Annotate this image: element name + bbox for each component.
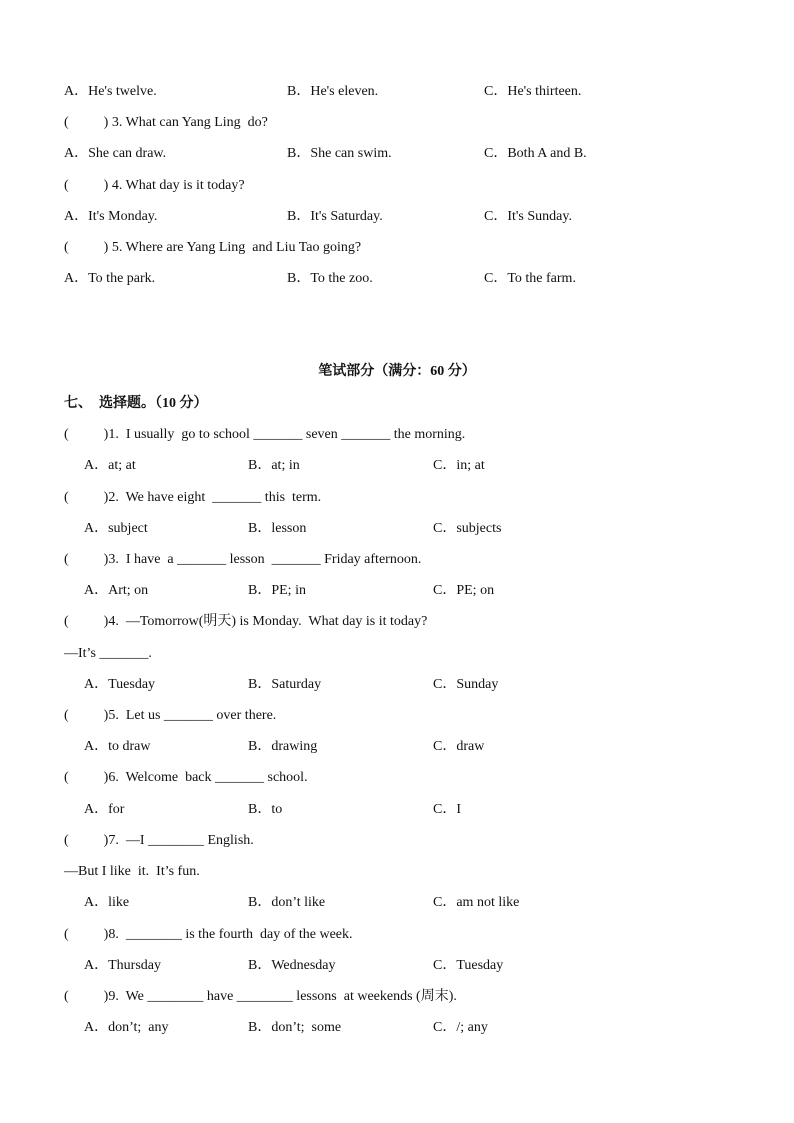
option-c: C．/; any — [433, 1020, 488, 1035]
option-b: B．don’t like — [248, 895, 326, 910]
option-a: A．at; at — [84, 458, 136, 473]
option-b: B．PE; in — [248, 583, 306, 598]
option-a: A．To the park. — [64, 271, 156, 286]
option-a: A．like — [84, 895, 130, 910]
question-line: ( )2. We have eight _______ this term. — [64, 490, 322, 505]
option-a: A．Thursday — [84, 958, 161, 973]
question-line: ( ) 3. What can Yang Ling do? — [64, 115, 268, 130]
option-a: A．Art; on — [84, 583, 149, 598]
option-a: A．don’t; any — [84, 1020, 169, 1035]
dialogue-line: —But I like it. It’s fun. — [64, 864, 200, 879]
option-b: B．lesson — [248, 521, 307, 536]
option-c: C．It's Sunday. — [484, 209, 572, 224]
question-line: ( )6. Welcome back _______ school. — [64, 770, 308, 785]
option-b: B．Wednesday — [248, 958, 336, 973]
option-b: B．drawing — [248, 739, 318, 754]
option-a: A．He's twelve. — [64, 84, 157, 99]
option-c: C．I — [433, 802, 461, 817]
option-a: A．subject — [84, 521, 148, 536]
section-title: 七、 选择题。（10 分） — [64, 396, 208, 411]
option-a: A．It's Monday. — [64, 209, 158, 224]
option-c: C．PE; on — [433, 583, 495, 598]
question-line: ( )3. I have a _______ lesson _______ Friday afternoon. — [64, 552, 422, 567]
option-b: B．Saturday — [248, 677, 322, 692]
option-c: C．Tuesday — [433, 958, 504, 973]
option-c: C．subjects — [433, 521, 502, 536]
option-c: C．Both A and B. — [484, 146, 587, 161]
option-a: A．to draw — [84, 739, 151, 754]
question-line: ( )4. —Tomorrow(明天) is Monday. What day is it today? — [64, 614, 428, 629]
option-b: B．to — [248, 802, 283, 817]
option-b: B．He's eleven. — [287, 84, 379, 99]
option-b: B．To the zoo. — [287, 271, 373, 286]
option-a: A．She can draw. — [64, 146, 167, 161]
option-c: C．He's thirteen. — [484, 84, 582, 99]
option-b: B．don’t; some — [248, 1020, 342, 1035]
option-a: A．for — [84, 802, 125, 817]
question-line: ( )1. I usually go to school _______ seven _______ the morning. — [64, 427, 466, 442]
option-c: C．am not like — [433, 895, 520, 910]
option-b: B．She can swim. — [287, 146, 392, 161]
question-line: ( )8. ________ is the fourth day of the week. — [64, 927, 353, 942]
dialogue-line: —It’s _______. — [64, 646, 152, 661]
written-part-header: 笔试部分（满分：60 分） — [318, 364, 476, 379]
question-line: ( )7. —I ________ English. — [64, 833, 254, 848]
option-c: C．To the farm. — [484, 271, 576, 286]
option-c: C．draw — [433, 739, 485, 754]
question-line: ( )5. Let us _______ over there. — [64, 708, 277, 723]
question-line: ( ) 4. What day is it today? — [64, 178, 245, 193]
option-c: C．in; at — [433, 458, 485, 473]
option-c: C．Sunday — [433, 677, 499, 692]
question-line: ( ) 5. Where are Yang Ling and Liu Tao going? — [64, 240, 362, 255]
option-b: B．at; in — [248, 458, 300, 473]
option-a: A．Tuesday — [84, 677, 156, 692]
option-b: B．It's Saturday. — [287, 209, 383, 224]
question-line: ( )9. We ________ have ________ lessons at weekends (周末). — [64, 989, 457, 1004]
